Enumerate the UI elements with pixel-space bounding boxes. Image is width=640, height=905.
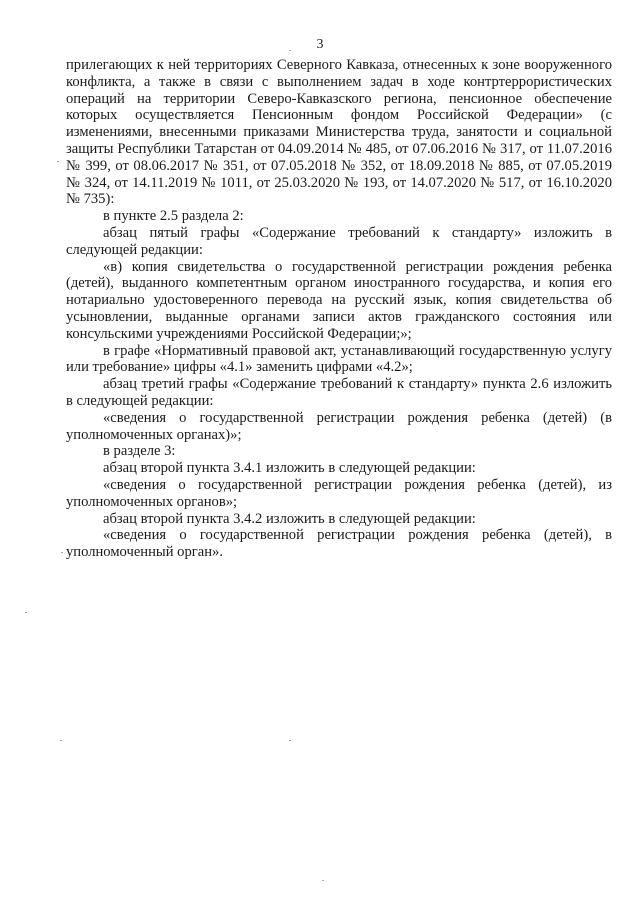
paragraph: абзац пятый графы «Содержание требований к стандарту» изложить в следующей редакции: [66, 224, 612, 258]
document-body [66, 57, 612, 561]
paragraph: абзац второй пункта 3.4.1 изложить в следующей редакции: [103, 460, 476, 477]
paragraph: «сведения о государственной регистрации рождения ребенка (детей), в уполномоченный орган». [66, 527, 612, 561]
paragraph: «сведения о государственной регистрации рождения ребенка (детей), из уполномоченных органов»; [66, 476, 612, 510]
paragraph: в разделе 3: [103, 443, 176, 460]
paragraph: абзац третий графы «Содержание требований к стандарту» пункта 2.6 изложить в следующей редакции: [66, 376, 612, 409]
scan-speck [289, 50, 291, 51]
paragraph: абзац второй пункта 3.4.2 изложить в следующей редакции: [103, 510, 476, 527]
scan-speck [25, 612, 27, 613]
scan-speck [61, 552, 63, 553]
paragraph: «сведения о государственной регистрации рождения ребенка (детей) (в уполномоченных органах)»; [66, 409, 612, 443]
scan-speck [57, 161, 59, 162]
paragraph: прилегающих к ней территориях Северного Кавказа, отнесенных к зоне вооруженного конфликта, а также в связи с выполнением задач в ходе контртеррористических операций на территории Северо-Кавказского региона, пенсионное обеспечение которых осуществляется Пенсионным фондом Российской Федерации» (с изменениями, внесенными приказами Министерства труда, занятости и социальной защиты Республики Татарстан от 04.09.2014 № 485, от 07.06.2016 № 317, от 11.07.2016 № 399, от 08.06.2017 № 351, от 07.05.2018 № 352, от 18.09.2018 № 885, от 07.05.2019 № 324, от 14.11.2019 № 1011, от 25.03.2020 № 193, от 14.07.2020 № 517, от 16.10.2020 № 735): [66, 57, 612, 208]
scan-speck [322, 880, 324, 881]
scan-speck [289, 740, 291, 741]
paragraph: в графе «Нормативный правовой акт, устанавливающий государственную услугу или требование» цифры «4.1» заменить цифрами «4.2»; [66, 342, 612, 376]
scan-speck [60, 740, 62, 741]
page-number: 3 [316, 37, 324, 52]
paragraph: в пункте 2.5 раздела 2: [103, 208, 244, 225]
paragraph: «в) копия свидетельства о государственной регистрации рождения ребенка (детей), выданного компетентным органом иностранного государства, и копия его нотариально удостоверенного перевода на русский язык, копия свидетельства об усыновлении, выданные органами записи актов гражданского состояния или консульскими учреждениями Российской Федерации;»; [66, 258, 612, 342]
